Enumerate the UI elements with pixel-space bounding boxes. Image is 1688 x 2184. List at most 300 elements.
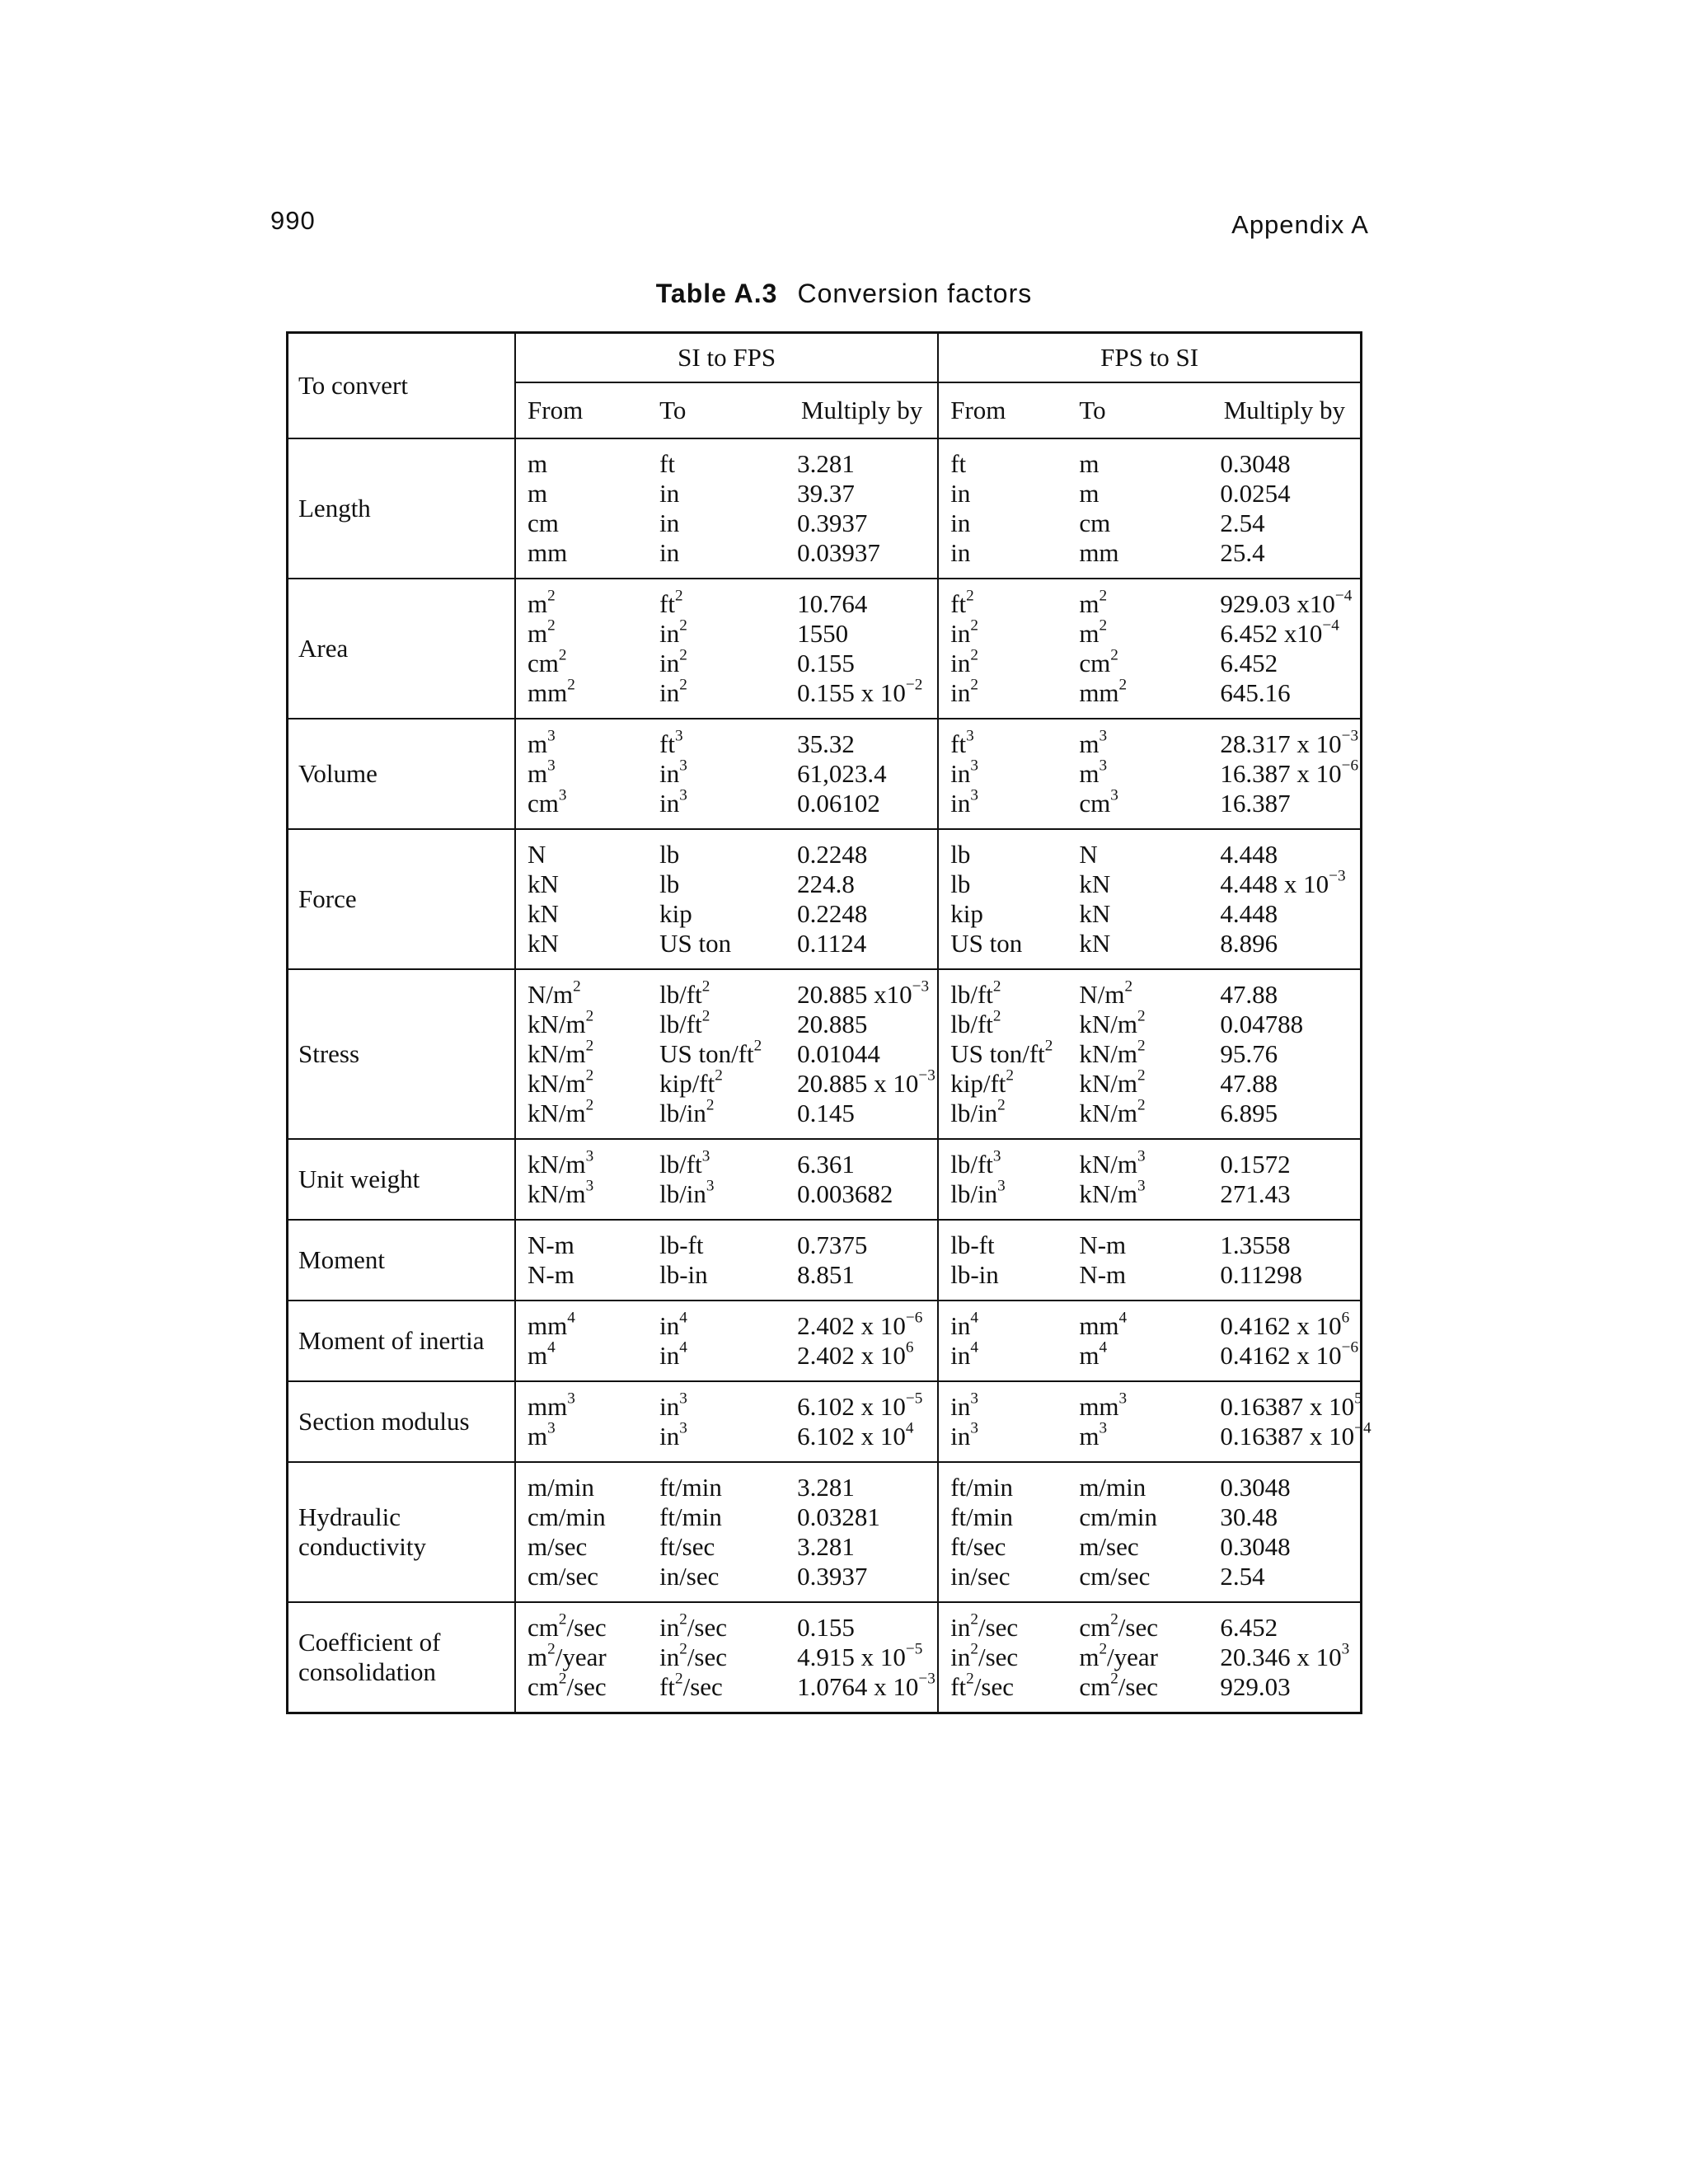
fps-multiply-cell (1220, 579, 1361, 719)
quantity-label: Moment of inertia (288, 1301, 516, 1381)
header-to-convert: To convert (288, 333, 516, 439)
si-multiply-cell (797, 829, 938, 969)
table-cell-value: 0.4162 x $10^6$ (1220, 1309, 1350, 1340)
table-cell-value: $kN/m^3$ (1079, 1147, 1146, 1179)
table-section-row (288, 1220, 1362, 1301)
si-multiply-cell (797, 719, 938, 829)
si-from-cell (515, 829, 656, 969)
fps-multiply-cell (1220, 719, 1361, 829)
table-cell-value: $mm^4$ (528, 1309, 575, 1340)
header-fps-to-si: FPS to SI (938, 333, 1361, 383)
table-cell-value: $in^2/\sec$ (950, 1610, 1019, 1642)
si-multiply-cell (797, 579, 938, 719)
table-section-row (288, 438, 1362, 579)
table-cell-value: $lb/ft^2$ (950, 977, 1001, 1009)
table-cell-value: lb-ft (950, 1230, 995, 1259)
table-cell-value: kN (1079, 869, 1111, 898)
fps-to-cell (1079, 1139, 1220, 1220)
table-cell-value: 271.43 (1220, 1179, 1291, 1208)
table-cell-value: 4.915 x $10^{-5}$ (797, 1640, 923, 1671)
fps-multiply-cell (1220, 969, 1361, 1139)
table-cell-value: 0.3048 (1220, 1532, 1291, 1561)
table-cell-value: 0.2248 (797, 899, 868, 928)
fps-to-cell (1079, 1220, 1220, 1301)
table-cell-value: 6.895 (1220, 1099, 1278, 1127)
quantity-label: Moment (288, 1220, 516, 1301)
table-cell-value: 0.145 (797, 1099, 855, 1127)
conversion-table-body (288, 438, 1372, 1713)
table-cell-value: N (528, 840, 546, 869)
table-cell-value: m (1079, 449, 1100, 478)
table-cell-value: 0.7375 (797, 1230, 868, 1259)
table-cell-value: $kN/m^3$ (528, 1147, 594, 1179)
si-from-cell (515, 579, 656, 719)
fps-to-cell (1079, 438, 1220, 579)
table-cell-value: 0.2248 (797, 840, 868, 869)
si-to-cell (656, 1381, 797, 1462)
table-cell-value: 6.361 (797, 1150, 855, 1179)
header-fps-from: From (938, 382, 1079, 438)
quantity-label: Section modulus (288, 1381, 516, 1462)
table-cell-value: 0.1124 (797, 929, 867, 958)
table-cell-value: 6.102 x $10^4$ (797, 1419, 914, 1451)
table-cell-value: kip/$ft^2$ (950, 1066, 1015, 1098)
table-cell-value: mm (1079, 538, 1119, 567)
fps-multiply-cell (1220, 438, 1361, 579)
si-from-cell (515, 1139, 656, 1220)
table-cell-value: $kN/m^3$ (528, 1177, 594, 1208)
fps-to-cell (1079, 1381, 1220, 1462)
header-fps-to: To (1079, 382, 1220, 438)
table-cell-value: $cm^2$ (1079, 646, 1118, 677)
table-cell-value: $kN/m^2$ (528, 1096, 594, 1127)
table-cell-value: US ton/$ft^2$ (950, 1037, 1053, 1068)
table-cell-value: 0.16387 x $10^5$ (1220, 1390, 1362, 1421)
table-cell-value: $in^2$ (659, 676, 687, 707)
si-multiply-cell (797, 1602, 938, 1713)
table-cell-value: $cm^2/\sec$ (1079, 1670, 1158, 1701)
table-cell-value: $in^3$ (950, 1419, 978, 1451)
table-cell-value: $m^3$ (528, 1419, 556, 1451)
si-from-cell (515, 1220, 656, 1301)
table-cell-value: lb-in (659, 1260, 708, 1289)
table-cell-value: $mm^3$ (528, 1390, 575, 1421)
table-cell-value: in (659, 509, 680, 537)
table-cell-value: $lb/ft^2$ (659, 977, 710, 1009)
table-cell-value: $m^2$ (1079, 616, 1108, 648)
fps-multiply-cell (1220, 1462, 1361, 1602)
quantity-label: Force (288, 829, 516, 969)
si-multiply-cell (797, 969, 938, 1139)
table-cell-value: ft/min (659, 1502, 722, 1531)
table-caption (0, 279, 1688, 309)
table-cell-value: 929.03 $x10^{-4}$ (1220, 587, 1353, 618)
table-cell-value: 6.102 x $10^{-5}$ (797, 1390, 923, 1421)
table-cell-value: cm/min (1079, 1502, 1158, 1531)
table-cell-value: $lb/in^3$ (659, 1177, 715, 1208)
table-cell-value: 0.01044 (797, 1039, 880, 1068)
fps-multiply-cell (1220, 829, 1361, 969)
table-cell-value: $in^2/\sec$ (659, 1640, 728, 1671)
fps-multiply-cell (1220, 1139, 1361, 1220)
table-group-header-row (288, 333, 1362, 383)
table-cell-value: kN (528, 929, 559, 958)
fps-multiply-cell (1220, 1301, 1361, 1381)
fps-to-cell (1079, 969, 1220, 1139)
table-cell-value: $lb/in^2$ (659, 1096, 715, 1127)
table-cell-value: lb (659, 840, 680, 869)
table-cell-value: N-m (1079, 1260, 1127, 1289)
table-cell-value: $mm^2$ (528, 676, 575, 707)
table-cell-value: 2.54 (1220, 509, 1265, 537)
table-cell-value: $m^2$/year (1079, 1640, 1159, 1671)
table-cell-value: 0.155 x $10^{-2}$ (797, 676, 923, 707)
table-cell-value: kip/$ft^2$ (659, 1066, 723, 1098)
fps-from-cell (938, 969, 1079, 1139)
table-cell-value: 0.3048 (1220, 1473, 1291, 1502)
quantity-label: Length (288, 438, 516, 579)
table-cell-value: $lb/ft^2$ (950, 1007, 1001, 1038)
table-cell-value: $m^3$ (1079, 727, 1108, 758)
si-to-cell (656, 719, 797, 829)
table-cell-value: 2.402 x $10^{-6}$ (797, 1309, 923, 1340)
fps-from-cell (938, 1381, 1079, 1462)
table-cell-value: $in^3$ (659, 786, 687, 818)
table-cell-value: $kN/m^3$ (1079, 1177, 1146, 1208)
table-cell-value: $ft^3$ (659, 727, 683, 758)
si-to-cell (656, 1301, 797, 1381)
table-cell-value: kip (950, 899, 983, 928)
table-cell-value: in (659, 479, 680, 508)
table-cell-value: $kN/m^2$ (1079, 1096, 1146, 1127)
table-cell-value: 61,023.4 (797, 759, 887, 788)
fps-to-cell (1079, 719, 1220, 829)
table-cell-value: $in^4$ (659, 1338, 687, 1370)
si-to-cell (656, 579, 797, 719)
table-cell-value: 25.4 (1220, 538, 1265, 567)
table-cell-value: $in^2/\sec$ (950, 1640, 1019, 1671)
table-cell-value: 0.11298 (1220, 1260, 1302, 1289)
table-cell-value: 47.88 (1220, 1069, 1278, 1098)
fps-to-cell (1079, 1602, 1220, 1713)
table-cell-value: $ft^3$ (950, 727, 974, 758)
table-cell-value: $lb/in^3$ (950, 1177, 1006, 1208)
table-cell-value: 0.155 (797, 1613, 855, 1642)
si-multiply-cell (797, 1381, 938, 1462)
table-cell-value: ft (659, 449, 676, 478)
table-cell-value: 30.48 (1220, 1502, 1278, 1531)
table-cell-value: m/min (1079, 1473, 1146, 1502)
header-si-from: From (515, 382, 656, 438)
quantity-label: Area (288, 579, 516, 719)
table-cell-value: 0.1572 (1220, 1150, 1291, 1179)
table-cell-value: 6.452 $x10^{-4}$ (1220, 616, 1339, 648)
table-section-row (288, 1301, 1362, 1381)
table-section-row (288, 1381, 1362, 1462)
table-cell-value: $mm^4$ (1079, 1309, 1128, 1340)
table-cell-value: N-m (528, 1260, 574, 1289)
table-cell-value: 645.16 (1220, 678, 1291, 707)
table-cell-value: 6.452 (1220, 1613, 1278, 1642)
table-cell-value: N-m (528, 1230, 574, 1259)
table-cell-value: $m^3$ (1079, 1419, 1108, 1451)
table-section-row (288, 829, 1362, 969)
quantity-label: Unit weight (288, 1139, 516, 1220)
table-cell-value: $kN/m^2$ (1079, 1066, 1146, 1098)
table-cell-value: $kN/m^2$ (528, 1037, 594, 1068)
si-from-cell (515, 438, 656, 579)
si-multiply-cell (797, 1139, 938, 1220)
table-cell-value: 4.448 (1220, 899, 1278, 928)
si-to-cell (656, 1602, 797, 1713)
table-cell-value: 4.448 (1220, 840, 1278, 869)
table-cell-value: 1550 (797, 619, 849, 648)
table-cell-value: 95.76 (1220, 1039, 1278, 1068)
fps-from-cell (938, 1602, 1079, 1713)
table-cell-value: in/sec (659, 1562, 720, 1591)
table-cell-value: $m^3$ (1079, 757, 1108, 788)
si-from-cell (515, 1381, 656, 1462)
table-cell-value: ft/min (950, 1473, 1014, 1502)
table-cell-value: 0.0254 (1220, 479, 1291, 508)
quantity-label: Coefficient of consolidation (288, 1602, 516, 1713)
fps-multiply-cell (1220, 1602, 1361, 1713)
conversion-table (286, 331, 1372, 1714)
header-si-to: To (656, 382, 797, 438)
table-cell-value: $kN/m^2$ (1079, 1007, 1146, 1038)
table-cell-value: $N/m^2$ (1079, 977, 1133, 1009)
table-section-row (288, 579, 1362, 719)
fps-from-cell (938, 829, 1079, 969)
table-cell-value: $m^2$ (1079, 587, 1108, 618)
fps-from-cell (938, 1301, 1079, 1381)
table-cell-value: cm (1079, 509, 1111, 537)
table-cell-value: $kN/m^2$ (1079, 1037, 1146, 1068)
table-cell-value: 20.346 x $10^3$ (1220, 1640, 1350, 1671)
table-cell-value: in (659, 538, 680, 567)
si-to-cell (656, 969, 797, 1139)
table-cell-value: cm (528, 509, 559, 537)
table-cell-value: 0.16387 x $10^{-4}$ (1220, 1419, 1372, 1451)
table-cell-value: $in^2$ (659, 616, 687, 648)
header-si-to-fps: SI to FPS (515, 333, 938, 383)
table-cell-value: $in^2$ (950, 676, 978, 707)
table-cell-value: $in^3$ (659, 757, 687, 788)
page-number: 990 (270, 206, 316, 235)
table-section-row (288, 1462, 1362, 1602)
table-cell-value: $in^3$ (950, 757, 978, 788)
table-cell-value: 16.387 (1220, 789, 1291, 818)
table-cell-value: $in^3$ (950, 786, 978, 818)
si-to-cell (656, 829, 797, 969)
table-cell-value: lb (659, 869, 680, 898)
table-cell-value: $m^2$/year (528, 1640, 607, 1671)
table-cell-value: $cm^3$ (528, 786, 567, 818)
table-cell-value: 8.851 (797, 1260, 855, 1289)
fps-from-cell (938, 438, 1079, 579)
table-cell-value: 39.37 (797, 479, 855, 508)
table-cell-value: $m^2$ (528, 616, 556, 648)
si-multiply-cell (797, 1220, 938, 1301)
table-cell-value: $cm^2/\sec$ (1079, 1610, 1158, 1642)
table-cell-value: 2.54 (1220, 1562, 1265, 1591)
si-from-cell (515, 719, 656, 829)
table-cell-value: in (950, 538, 971, 567)
table-cell-value: 0.03937 (797, 538, 880, 567)
table-cell-value: $kN/m^2$ (528, 1007, 594, 1038)
table-cell-value: $cm^2/\sec$ (528, 1670, 607, 1701)
si-multiply-cell (797, 1462, 938, 1602)
fps-from-cell (938, 1220, 1079, 1301)
table-caption-label: Table A.3 (655, 279, 778, 308)
running-head: Appendix A (1231, 210, 1369, 239)
table-cell-value: 6.452 (1220, 649, 1278, 677)
table-cell-value: US ton (659, 929, 732, 958)
table-cell-value: $N/m^2$ (528, 977, 581, 1009)
table-cell-value: 0.03281 (797, 1502, 880, 1531)
table-section-row (288, 719, 1362, 829)
table-cell-value: $in^2$ (950, 646, 978, 677)
table-cell-value: US ton (950, 929, 1023, 958)
table-section-row (288, 969, 1362, 1139)
si-to-cell (656, 1139, 797, 1220)
table-cell-value: 929.03 (1220, 1672, 1291, 1701)
table-cell-value: 20.885 $x10^{-3}$ (797, 977, 930, 1009)
table-cell-value: 3.281 (797, 449, 855, 478)
table-cell-value: $kN/m^2$ (528, 1066, 594, 1098)
table-cell-value: ft/sec (659, 1532, 715, 1561)
fps-from-cell (938, 1139, 1079, 1220)
table-cell-value: m (528, 449, 548, 478)
table-cell-value: 20.885 x $10^{-3}$ (797, 1066, 935, 1098)
table-cell-value: kip (659, 899, 692, 928)
table-cell-value: $in^4$ (950, 1338, 978, 1370)
table-cell-value: kN (528, 899, 559, 928)
table-cell-value: ft (950, 449, 967, 478)
table-caption-title: Conversion factors (797, 279, 1033, 308)
si-to-cell (656, 1220, 797, 1301)
si-multiply-cell (797, 1301, 938, 1381)
table-cell-value: 0.3048 (1220, 449, 1291, 478)
table-cell-value: 3.281 (797, 1532, 855, 1561)
table-cell-value: 28.317 x $10^{-3}$ (1220, 727, 1359, 758)
header-si-multiply: Multiply by (797, 382, 938, 438)
table-cell-value: m (1079, 479, 1100, 508)
fps-to-cell (1079, 1462, 1220, 1602)
table-cell-value: $ft^2/\sec$ (659, 1670, 723, 1701)
table-cell-value: $in^4$ (950, 1309, 978, 1340)
table-cell-value: 224.8 (797, 869, 855, 898)
table-cell-value: 0.4162 x $10^{-6}$ (1220, 1338, 1359, 1370)
fps-from-cell (938, 1462, 1079, 1602)
fps-to-cell (1079, 579, 1220, 719)
table-cell-value: 1.0764 x $10^{-3}$ (797, 1670, 935, 1701)
table-cell-value: mm (528, 538, 568, 567)
table-cell-value: in/sec (950, 1562, 1010, 1591)
table-cell-value: 2.402 x $10^6$ (797, 1338, 914, 1370)
fps-from-cell (938, 719, 1079, 829)
si-to-cell (656, 1462, 797, 1602)
table-cell-value: 0.06102 (797, 789, 880, 818)
table-cell-value: in (950, 479, 971, 508)
fps-multiply-cell (1220, 1381, 1372, 1462)
table-cell-value: $cm^3$ (1079, 786, 1118, 818)
table-cell-value: cm/sec (1079, 1562, 1151, 1591)
table-cell-value: 47.88 (1220, 980, 1278, 1009)
si-multiply-cell (797, 438, 938, 579)
table-cell-value: kN (1079, 899, 1111, 928)
table-cell-value: ft/min (950, 1502, 1014, 1531)
si-to-cell (656, 438, 797, 579)
table-cell-value: 10.764 (797, 589, 868, 618)
table-cell-value: 3.281 (797, 1473, 855, 1502)
table-cell-value: lb (950, 869, 971, 898)
table-cell-value: $ft^2$ (950, 587, 974, 618)
table-cell-value: $m^3$ (528, 727, 556, 758)
table-cell-value: ft/min (659, 1473, 722, 1502)
table-cell-value: m/sec (1079, 1532, 1139, 1561)
quantity-label: Volume (288, 719, 516, 829)
table-section-row (288, 1139, 1362, 1220)
table-cell-value: $in^2$ (950, 616, 978, 648)
table-cell-value: kN (1079, 929, 1111, 958)
table-cell-value: $in^3$ (659, 1390, 687, 1421)
table-cell-value: 35.32 (797, 729, 855, 758)
table-cell-value: cm/min (528, 1502, 606, 1531)
table-cell-value: $in^2$ (659, 646, 687, 677)
fps-from-cell (938, 579, 1079, 719)
table-cell-value: $ft^2$ (659, 587, 683, 618)
table-cell-value: lb-in (950, 1260, 999, 1289)
table-cell-value: kN (528, 869, 559, 898)
fps-to-cell (1079, 829, 1220, 969)
table-cell-value: $ft^2/\sec$ (950, 1670, 1014, 1701)
table-cell-value: in (950, 509, 971, 537)
table-section-row (288, 1602, 1362, 1713)
table-cell-value: N (1079, 840, 1098, 869)
table-cell-value: $m^3$ (528, 757, 556, 788)
table-cell-value: lb-ft (659, 1230, 704, 1259)
table-cell-value: m (528, 479, 548, 508)
table-cell-value: $m^4$ (528, 1338, 556, 1370)
table-cell-value: $lb/ft^3$ (659, 1147, 710, 1179)
table-cell-value: 4.448 x $10^{-3}$ (1220, 867, 1346, 898)
table-cell-value: N-m (1079, 1230, 1127, 1259)
table-cell-value: $cm^2/\sec$ (528, 1610, 607, 1642)
table-cell-value: $in^3$ (659, 1419, 687, 1451)
quantity-label: Stress (288, 969, 516, 1139)
si-from-cell (515, 1301, 656, 1381)
table-cell-value: US ton/$ft^2$ (659, 1037, 762, 1068)
table-cell-value: 0.04788 (1220, 1010, 1304, 1038)
table-cell-value: ft/sec (950, 1532, 1006, 1561)
si-from-cell (515, 1602, 656, 1713)
si-from-cell (515, 1462, 656, 1602)
table-cell-value: $lb/ft^3$ (950, 1147, 1001, 1179)
table-cell-value: $in^4$ (659, 1309, 687, 1340)
quantity-label: Hydraulic conductivity (288, 1462, 516, 1602)
table-cell-value: m/sec (528, 1532, 588, 1561)
header-fps-multiply: Multiply by (1220, 382, 1361, 438)
table-cell-value: $lb/ft^2$ (659, 1007, 710, 1038)
table-cell-value: 16.387 x $10^{-6}$ (1220, 757, 1359, 788)
table-cell-value: lb (950, 840, 971, 869)
fps-to-cell (1079, 1301, 1220, 1381)
table-cell-value: $m^4$ (1079, 1338, 1108, 1370)
table-cell-value: 0.3937 (797, 509, 868, 537)
table-cell-value: $in^3$ (950, 1390, 978, 1421)
table-cell-value: m/min (528, 1473, 594, 1502)
